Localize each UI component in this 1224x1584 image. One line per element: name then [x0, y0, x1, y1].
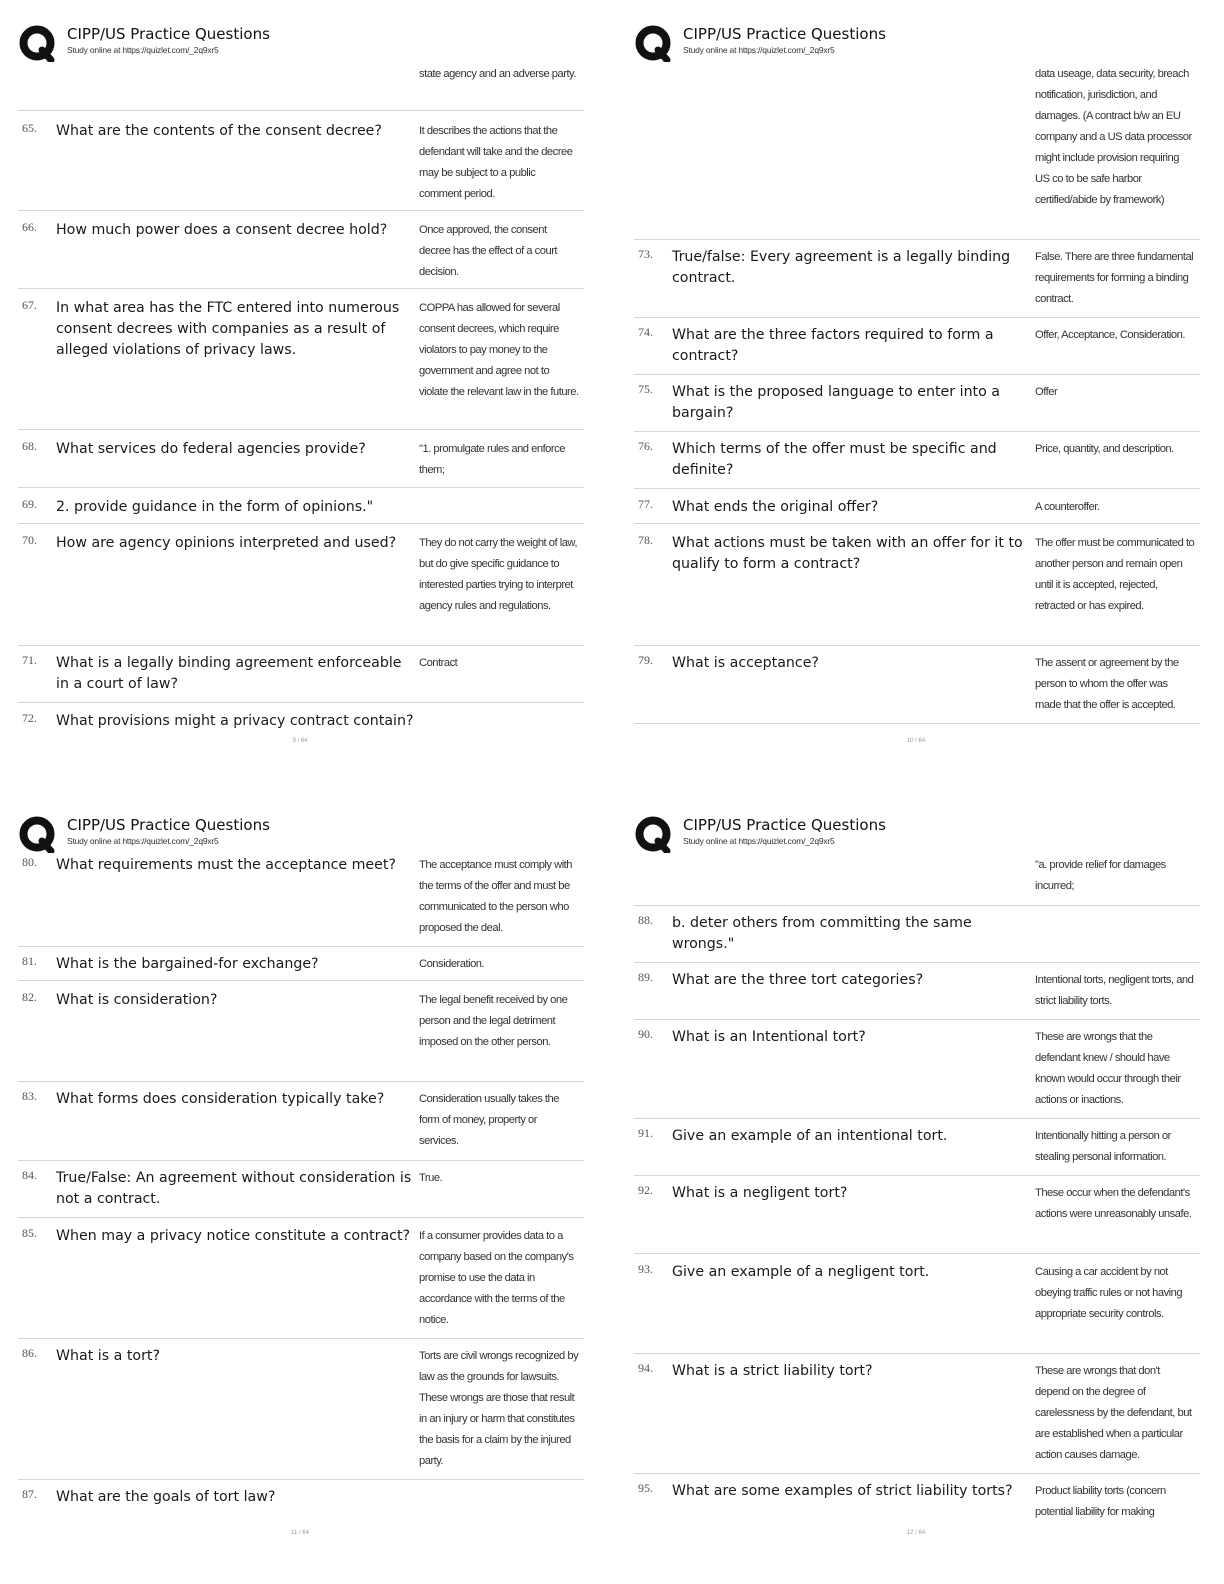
- question-text: How much power does a consent decree hold?: [56, 222, 388, 238]
- answer-text: A counteroffer.: [1035, 501, 1100, 513]
- row-number: 95.: [638, 1481, 653, 1495]
- row-number: 80.: [22, 855, 37, 869]
- answer-text: Once approved, the consent decree has the effect of a court decision.: [419, 224, 558, 278]
- table-row: [634, 247, 1200, 318]
- answer-text: Intentional torts, negligent torts, and strict liability torts.: [1035, 974, 1194, 1007]
- question-text: What are some examples of strict liability torts?: [672, 1483, 1013, 1499]
- answer-text: Consideration.: [419, 958, 485, 970]
- answer-text: If a consumer provides data to a company based on the company's promise to use the data in accordance with the terms of the notice.: [419, 1230, 574, 1326]
- table-row: [634, 1361, 1200, 1474]
- row-number: 74.: [638, 325, 653, 339]
- answer-text: Consideration usually takes the form of money, property or services.: [419, 1093, 559, 1147]
- table-row: [18, 1089, 584, 1161]
- row-number: 67.: [22, 298, 37, 312]
- question-text: What are the contents of the consent decree?: [56, 123, 382, 139]
- question-text: True/False: An agreement without consideration is not a contract.: [56, 1170, 412, 1207]
- answer-text: Offer, Acceptance, Consideration.: [1035, 329, 1185, 341]
- table-row: [634, 439, 1200, 489]
- question-text: What is a strict liability tort?: [672, 1363, 873, 1379]
- answer-text: The acceptance must comply with the terms of the offer and must be communicated to the person who proposed the deal.: [419, 859, 573, 934]
- table-row: [634, 533, 1200, 646]
- question-text: What provisions might a privacy contract contain?: [56, 713, 414, 729]
- row-number: 78.: [638, 533, 653, 547]
- page-subtitle: Study online at https://quizlet.com/_2q9xr5: [683, 45, 835, 55]
- row-number: 91.: [638, 1126, 653, 1140]
- answer-text: The offer must be communicated to another person and remain open until it is accepted, rejected, retracted or has expired.: [1035, 537, 1195, 612]
- question-text: Give an example of an intentional tort.: [672, 1128, 948, 1144]
- page-number: 9 / 64: [292, 738, 308, 744]
- quizlet-logo-icon: [634, 24, 672, 62]
- page-number: 10 / 64: [906, 738, 926, 744]
- table-row: [18, 533, 584, 646]
- row-number: 69.: [22, 497, 37, 511]
- table-row: [18, 497, 584, 524]
- answer-text: data useage, data security, breach notification, jurisdiction, and damages. (A contract b/w an EU company and a US data processor might include provision requiring US co to be safe harbor certified/abide by framework): [1035, 68, 1192, 206]
- page-subtitle: Study online at https://quizlet.com/_2q9xr5: [67, 45, 219, 55]
- question-text: Give an example of a negligent tort.: [672, 1264, 930, 1280]
- table-row: [634, 1262, 1200, 1354]
- answer-text: These are wrongs that don't depend on the degree of carelessness by the defendant, but are established when a particular action causes damage.: [1035, 1365, 1192, 1461]
- question-text: What is an Intentional tort?: [672, 1029, 866, 1045]
- question-text: 2. provide guidance in the form of opinions.": [56, 499, 374, 515]
- row-number: 70.: [22, 533, 37, 547]
- quizlet-logo-icon: [634, 815, 672, 853]
- answer-text: "1. promulgate rules and enforce them;: [419, 443, 565, 476]
- table-row: [18, 439, 584, 488]
- table-row: [18, 653, 584, 703]
- table-row: [18, 954, 584, 981]
- question-text: What requirements must the acceptance meet?: [56, 857, 396, 873]
- row-number: 83.: [22, 1089, 37, 1103]
- table-row: [634, 913, 1200, 963]
- question-text: What is a legally binding agreement enforceable in a court of law?: [56, 655, 402, 692]
- row-number: 81.: [22, 954, 37, 968]
- page-2: [634, 22, 1200, 762]
- table-row: [634, 1481, 1200, 1526]
- table-row: [18, 990, 584, 1082]
- answer-text: state agency and an adverse party.: [419, 68, 576, 80]
- page-header: [634, 22, 1200, 62]
- question-text: What services do federal agencies provide?: [56, 441, 366, 457]
- question-text: What are the three factors required to form a contract?: [672, 327, 994, 364]
- question-text: What forms does consideration typically take?: [56, 1091, 385, 1107]
- answer-text: These occur when the defendant's actions were unreasonably unsafe.: [1035, 1187, 1192, 1220]
- row-number: 84.: [22, 1168, 37, 1182]
- question-text: What actions must be taken with an offer for it to qualify to form a contract?: [672, 535, 1023, 572]
- table-row: [634, 653, 1200, 724]
- table-row: [634, 1027, 1200, 1119]
- answer-text: Offer: [1035, 386, 1058, 398]
- question-text: What is the proposed language to enter into a bargain?: [672, 384, 1001, 421]
- answer-text: Intentionally hitting a person or stealing personal information.: [1035, 1130, 1171, 1163]
- row-number: 92.: [638, 1183, 653, 1197]
- answer-text: Product liability torts (concern potential liability for making: [1035, 1485, 1166, 1518]
- page-header: [634, 813, 1200, 853]
- page-title: CIPP/US Practice Questions: [67, 816, 270, 834]
- row-number: 72.: [22, 711, 37, 725]
- page-header: [18, 22, 584, 62]
- answer-text: COPPA has allowed for several consent decrees, which require violators to pay money to the government and agree not to violate the relevant law in the future.: [419, 302, 579, 398]
- table-row: [18, 220, 584, 289]
- table-row: [634, 325, 1200, 375]
- page-number: 11 / 64: [291, 1530, 309, 1536]
- question-text: What is a negligent tort?: [672, 1185, 848, 1201]
- question-text: What are the three tort categories?: [672, 972, 924, 988]
- page-number: 12 / 64: [906, 1530, 926, 1536]
- table-row: [634, 1126, 1200, 1176]
- row-number: 93.: [638, 1262, 653, 1276]
- answer-text: Causing a car accident by not obeying traffic rules or not having appropriate security controls.: [1035, 1266, 1183, 1320]
- table-row: [634, 855, 1200, 906]
- answer-text: The legal benefit received by one person and the legal detriment imposed on the other person.: [419, 994, 568, 1048]
- question-text: Which terms of the offer must be specific and definite?: [672, 441, 997, 478]
- question-text: How are agency opinions interpreted and used?: [56, 535, 397, 551]
- question-text: When may a privacy notice constitute a contract?: [56, 1228, 411, 1244]
- answer-text: These are wrongs that the defendant knew / should have known would occur through their actions or inactions.: [1035, 1031, 1181, 1106]
- table-row: [634, 382, 1200, 432]
- answer-text: Contract: [419, 657, 458, 669]
- question-text: True/false: Every agreement is a legally binding contract.: [672, 249, 1011, 286]
- question-text: In what area has the FTC entered into numerous consent decrees with companies as a result of alleged violations of privacy laws.: [56, 300, 400, 358]
- row-number: 86.: [22, 1346, 37, 1360]
- table-row: [18, 855, 584, 947]
- table-row: [18, 1346, 584, 1480]
- answer-text: Price, quantity, and description.: [1035, 443, 1174, 455]
- page-3: [18, 813, 584, 1553]
- table-row: [18, 1168, 584, 1218]
- table-row: [634, 970, 1200, 1020]
- table-row: [18, 1226, 584, 1339]
- row-number: 87.: [22, 1487, 37, 1501]
- row-number: 89.: [638, 970, 653, 984]
- question-text: What is acceptance?: [672, 655, 819, 671]
- page-title: CIPP/US Practice Questions: [67, 25, 270, 43]
- table-row: [18, 64, 584, 111]
- row-number: 65.: [22, 121, 37, 135]
- page-title: CIPP/US Practice Questions: [683, 25, 886, 43]
- row-number: 73.: [638, 247, 653, 261]
- row-number: 88.: [638, 913, 653, 927]
- table-row: [634, 497, 1200, 524]
- quizlet-logo-icon: [18, 815, 56, 853]
- row-number: 77.: [638, 497, 653, 511]
- row-number: 66.: [22, 220, 37, 234]
- row-number: 76.: [638, 439, 653, 453]
- table-row: [18, 711, 584, 735]
- question-text: b. deter others from committing the same wrongs.": [672, 915, 972, 952]
- row-number: 75.: [638, 382, 653, 396]
- page-1: [18, 22, 584, 762]
- row-number: 79.: [638, 653, 653, 667]
- answer-text: It describes the actions that the defendant will take and the decree may be subject to a public comment period.: [419, 125, 573, 200]
- table-row: [18, 1487, 584, 1513]
- page-subtitle: Study online at https://quizlet.com/_2q9xr5: [683, 836, 835, 846]
- row-number: 85.: [22, 1226, 37, 1240]
- answer-text: "a. provide relief for damages incurred;: [1035, 859, 1166, 892]
- row-number: 71.: [22, 653, 37, 667]
- quizlet-logo-icon: [18, 24, 56, 62]
- table-row: [634, 64, 1200, 240]
- answer-text: They do not carry the weight of law, but do give specific guidance to interested parties trying to interpret agency rules and regulations.: [419, 537, 577, 612]
- answer-text: Torts are civil wrongs recognized by law as the grounds for lawsuits. These wrongs are those that result in an injury or harm that constitutes the basis for a claim by the injured party.: [419, 1350, 579, 1467]
- page-header: [18, 813, 584, 853]
- question-text: What ends the original offer?: [672, 499, 879, 515]
- table-row: [18, 298, 584, 430]
- answer-text: False. There are three fundamental requirements for forming a binding contract.: [1035, 251, 1194, 305]
- row-number: 90.: [638, 1027, 653, 1041]
- row-number: 68.: [22, 439, 37, 453]
- question-text: What is consideration?: [56, 992, 218, 1008]
- question-text: What is a tort?: [56, 1348, 161, 1364]
- page-4: [634, 813, 1200, 1553]
- table-row: [18, 121, 584, 211]
- table-row: [634, 1183, 1200, 1254]
- page-title: CIPP/US Practice Questions: [683, 816, 886, 834]
- question-text: What are the goals of tort law?: [56, 1489, 276, 1505]
- answer-text: True.: [419, 1172, 443, 1184]
- row-number: 94.: [638, 1361, 653, 1375]
- page-subtitle: Study online at https://quizlet.com/_2q9xr5: [67, 836, 219, 846]
- answer-text: The assent or agreement by the person to whom the offer was made that the offer is accepted.: [1035, 657, 1179, 711]
- row-number: 82.: [22, 990, 37, 1004]
- question-text: What is the bargained-for exchange?: [56, 956, 319, 972]
